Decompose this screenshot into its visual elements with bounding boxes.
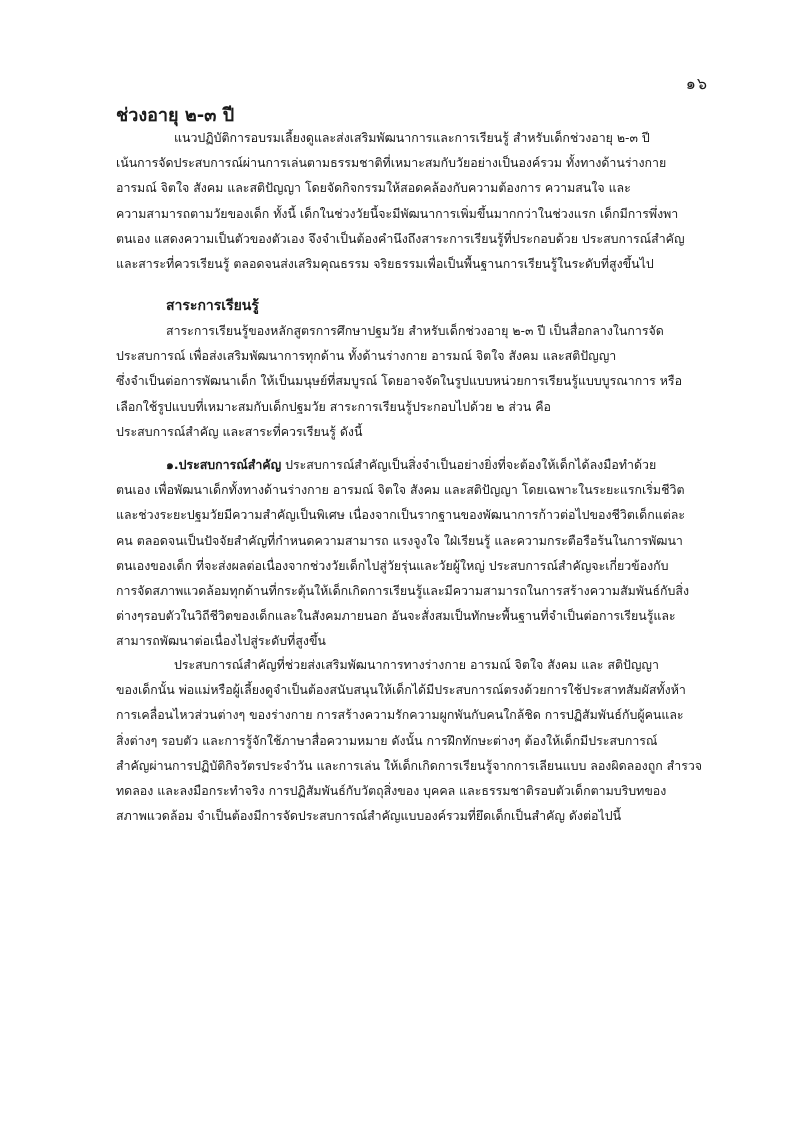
key-experience-paragraph (116, 452, 722, 654)
section-heading: ช่วงอายุ ๒-๓ ปี (116, 105, 235, 126)
learning-line: ซึ่งจำเป็นต่อการพัฒนาเด็ก ให้เป็นมนุษย์ที่สมบูรณ์ โดยอาจจัดในรูปแบบหน่วยการเรียนรู้แบบบูรณาการ หรือ (116, 373, 683, 389)
support-line: ประสบการณ์สำคัญที่ช่วยส่งเสริมพัฒนาการทางร่างกาย อารมณ์ จิตใจ สังคม และ สติปัญญา (174, 657, 659, 672)
intro-line: และสาระที่ควรเรียนรู้ ตลอดจนส่งเสริมคุณธรรม จริยธรรมเพื่อเป็นพื้นฐานการเรียนรู้ในระดับที่สูงขึ้นไป (116, 256, 654, 272)
keyexp-line: การจัดสภาพแวดล้อมทุกด้านที่กระตุ้นให้เด็กเกิดการเรียนรู้และมีความสามารถในการสร้างความสัมพันธ์กับสิ่ง (116, 583, 690, 599)
support-line: ของเด็กนั้น พ่อแม่หรือผู้เลี้ยงดูจำเป็นต้องสนับสนุนให้เด็กได้มีประสบการณ์ตรงด้วยการใช้ประสาทสัมผัสทั้งห้า (116, 682, 686, 698)
learning-paragraph (116, 318, 722, 444)
intro-line: ความสามารถตามวัยของเด็ก ทั้งนี้ เด็กในช่วงวัยนี้จะมีพัฒนาการเพิ่มขึ้นมากกว่าในช่วงแรก เด็กมีการพึ่งพา (116, 205, 679, 221)
key-experience-lead: ๑.ประสบการณ์สำคัญ (166, 457, 282, 472)
support-line: สำคัญผ่านการปฏิบัติกิจวัตรประจำวัน และการเล่น ให้เด็กเกิดการเรียนรู้จากการเลียนแบบ ลองผิดลองถูก สำรวจ (116, 757, 703, 773)
learning-line: เลือกใช้รูปแบบที่เหมาะสมกับเด็กปฐมวัย สาระการเรียนรู้ประกอบไปด้วย ๒ ส่วน คือ (116, 398, 551, 414)
learning-line: ประสบการณ์ เพื่อส่งเสริมพัฒนาการทุกด้าน ทั้งด้านร่างกาย อารมณ์ จิตใจ สังคม และสติปัญญา (116, 348, 617, 364)
support-line: สิ่งต่างๆ รอบตัว และการรู้จักใช้ภาษาสื่อความหมาย ดังนั้น การฝึกทักษะต่างๆ ต้องให้เด็กมีประสบการณ์ (116, 732, 658, 748)
support-line: สภาพแวดล้อม จำเป็นต้องมีการจัดประสบการณ์สำคัญแบบองค์รวมที่ยึดเด็กเป็นสำคัญ ดังต่อไปนี้ (116, 808, 622, 824)
key-experience-first-line (116, 452, 722, 477)
page-number: ๑๖ (685, 74, 708, 93)
support-paragraph (116, 652, 722, 828)
learning-subheading: สาระการเรียนรู้ (166, 298, 259, 314)
keyexp-line: สามารถพัฒนาต่อเนื่องไปสู่ระดับที่สูงขึ้น (116, 633, 326, 649)
intro-line: อารมณ์ จิตใจ สังคม และสติปัญญา โดยจัดกิจกรรมให้สอดคล้องกับความต้องการ ความสนใจ และ (116, 180, 631, 196)
learning-line: สาระการเรียนรู้ของหลักสูตรการศึกษาปฐมวัย สำหรับเด็กช่วงอายุ ๒-๓ ปี เป็นสื่อกลางในการจัด (166, 323, 664, 338)
support-line: ทดลอง และลงมือกระทำจริง การปฏิสัมพันธ์กับวัตถุสิ่งของ บุคคล และธรรมชาติรอบตัวเด็กตามบริบทของ (116, 783, 667, 799)
key-experience-first-text: ประสบการณ์สำคัญเป็นสิ่งจำเป็นอย่างยิ่งที่จะต้องให้เด็กได้ลงมือทำด้วย (281, 457, 657, 472)
keyexp-line: ตนเอง เพื่อพัฒนาเด็กทั้งทางด้านร่างกาย อารมณ์ จิตใจ สังคม และสติปัญญา โดยเฉพาะในระยะแรกเริ่มชีวิต (116, 482, 685, 498)
intro-line: แนวปฏิบัติการอบรมเลี้ยงดูและส่งเสริมพัฒนาการและการเรียนรู้ สำหรับเด็กช่วงอายุ ๒-๓ ปี (174, 130, 650, 145)
keyexp-line: คน ตลอดจนเป็นปัจจัยสำคัญที่กำหนดความสามารถ แรงจูงใจ ใฝ่เรียนรู้ และความกระตือรือร้นในการพัฒนา (116, 532, 683, 548)
keyexp-line: และช่วงระยะปฐมวัยมีความสำคัญเป็นพิเศษ เนื่องจากเป็นรากฐานของพัฒนาการก้าวต่อไปของชีวิตเด็กแต่ละ (116, 507, 685, 523)
keyexp-line: ตนเองของเด็ก ที่จะส่งผลต่อเนื่องจากช่วงวัยเด็กไปสู่วัยรุ่นและวัยผู้ใหญ่ ประสบการณ์สำคัญจะเกี่ยวข้องกับ (116, 557, 669, 573)
intro-paragraph (116, 125, 722, 276)
keyexp-line: ต่างๆรอบตัวในวิถีชีวิตของเด็กและในสังคมภายนอก อันจะสั่งสมเป็นทักษะพื้นฐานที่จำเป็นต่อการเรียนรู้และ (116, 608, 676, 624)
learning-line: ประสบการณ์สำคัญ และสาระที่ควรเรียนรู้ ดังนี้ (116, 423, 363, 439)
intro-line: ตนเอง แสดงความเป็นตัวของตัวเอง จึงจำเป็นต้องคำนึงถึงสาระการเรียนรู้ที่ประกอบด้วย ประสบการณ์สำคัญ (116, 230, 685, 246)
support-line: การเคลื่อนไหวส่วนต่างๆ ของร่างกาย การสร้างความรักความผูกพันกับคนใกล้ชิด การปฏิสัมพันธ์กับผู้คนและ (116, 707, 684, 723)
intro-line: เน้นการจัดประสบการณ์ผ่านการเล่นตามธรรมชาติที่เหมาะสมกับวัยอย่างเป็นองค์รวม ทั้งทางด้านร่างกาย (116, 155, 667, 171)
